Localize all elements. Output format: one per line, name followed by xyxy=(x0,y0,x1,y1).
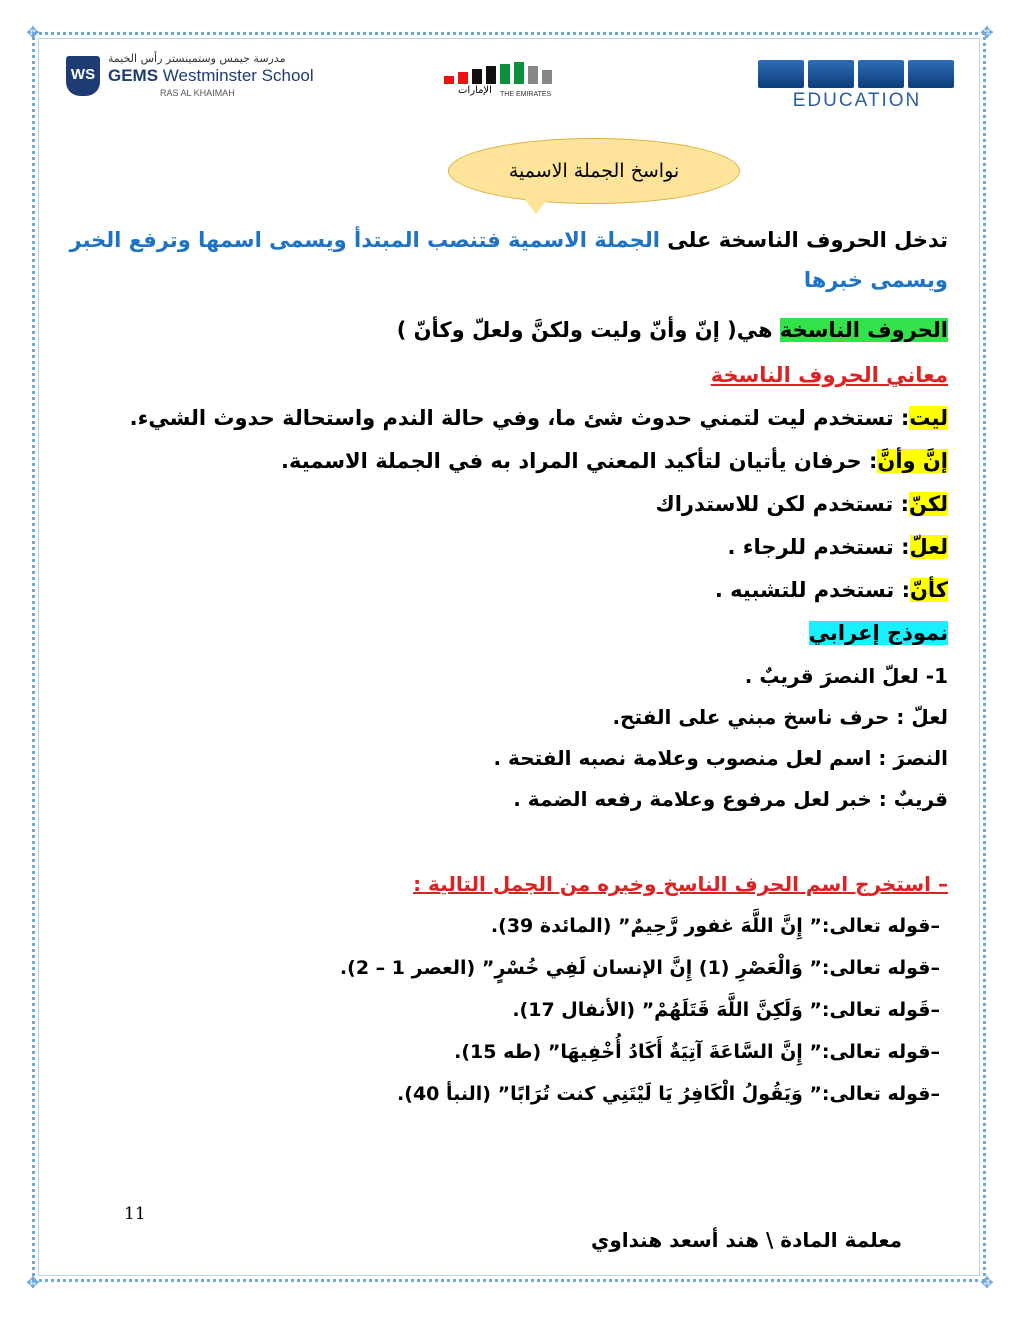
particles-label: الحروف الناسخة xyxy=(779,318,948,342)
emirates-english: THE EMIRATES xyxy=(500,91,552,98)
meaning-item: إنَّ وأنَّ: حرفان يأتيان لتأكيد المعني المراد به في الجملة الاسمية. xyxy=(281,449,948,473)
meanings-heading: معاني الحروف الناسخة xyxy=(710,363,948,387)
meaning-item: ليت: تستخدم ليت لتمني حدوث شئ ما، وفي حالة الندم واستحالة حدوث الشيء. xyxy=(129,406,948,430)
parsing-line: 1- لعلّ النصرَ قريبٌ . xyxy=(744,664,948,688)
title-bubble: نواسخ الجملة الاسمية xyxy=(448,138,740,204)
meaning-item: كأنّ: تستخدم للتشبيه . xyxy=(714,578,948,602)
gems-education-logo xyxy=(752,60,962,111)
intro-line-1: تدخل الحروف الناسخة على الجملة الاسمية فتنصب المبتدأ ويسمى اسمها وترفع الخبر xyxy=(69,228,948,252)
verse-line: –قَوله تعالى:” وَلَكِنَّ اللَّهَ قَتَلَهُمْ” (الأنفال 17). xyxy=(512,999,940,1021)
verse-line: –قوله تعالى:” وَالْعَصْرِ (1) إِنَّ الإنسان لَفِي خُسْرٍ” (العصر 1 – 2). xyxy=(339,957,940,979)
corner-ornament-icon: ✥ xyxy=(980,23,994,42)
verse-line: –قوله تعالى:” وَيَقُولُ الْكَافِرُ يَا لَيْتَنِي كنت تُرَابًا” (النبأ 40). xyxy=(397,1083,940,1105)
parsing-line: النصرَ : اسم لعل منصوب وعلامة نصبه الفتحة . xyxy=(493,746,948,770)
meaning-item: لعلّ: تستخدم للرجاء . xyxy=(727,535,948,559)
meaning-item: لكنّ: تستخدم لكن للاستدراك xyxy=(655,492,948,516)
emirates-arabic: الإمارات xyxy=(458,85,492,96)
corner-ornament-icon: ✥ xyxy=(26,23,40,42)
bubble-tail xyxy=(522,196,550,214)
intro-line-2: ويسمى خبرها xyxy=(803,268,948,292)
page-number: 11 xyxy=(124,1204,146,1224)
corner-ornament-icon: ✥ xyxy=(980,1273,994,1292)
school-name: GEMS Westminster School xyxy=(108,66,314,85)
parsing-line: قريبٌ : خبر لعل مرفوع وعلامة رفعه الضمة . xyxy=(513,787,948,811)
emirates-logo xyxy=(440,60,570,104)
parsing-line: لعلّ : حرف ناسخ مبني على الفتح. xyxy=(612,705,948,729)
corner-ornament-icon: ✥ xyxy=(26,1273,40,1292)
gems-education-text: EDUCATION xyxy=(792,90,922,111)
parsing-heading: نموذج إعرابي xyxy=(808,621,948,645)
gems-blocks-icon xyxy=(758,60,954,88)
exercise-heading: – استخرج اسم الحرف الناسخ وخبره من الجمل التالية : xyxy=(413,872,948,896)
teacher-signature: معلمة المادة \ هند أسعد هنداوي xyxy=(591,1228,902,1252)
school-arabic-name: مدرسة جيمس وستمينستر رأس الخيمة xyxy=(108,52,286,65)
verse-line: –قوله تعالى:” إِنَّ اللَّهَ غفور رَّحِيمٌ” (المائدة 39). xyxy=(490,915,940,937)
gems-westminster-logo xyxy=(66,52,316,102)
particles-line: الحروف الناسخة هي( إنّ وأنّ وليت ولكنَّ ولعلّ وكأنّ ) xyxy=(396,318,948,342)
verse-line: –قوله تعالى:” إِنَّ السَّاعَةَ آتِيَةٌ أَكَادُ أُخْفِيهَا” (طه 15). xyxy=(454,1041,940,1063)
school-location: RAS AL KHAIMAH xyxy=(160,88,235,98)
ws-shield-icon: WS xyxy=(66,56,100,96)
